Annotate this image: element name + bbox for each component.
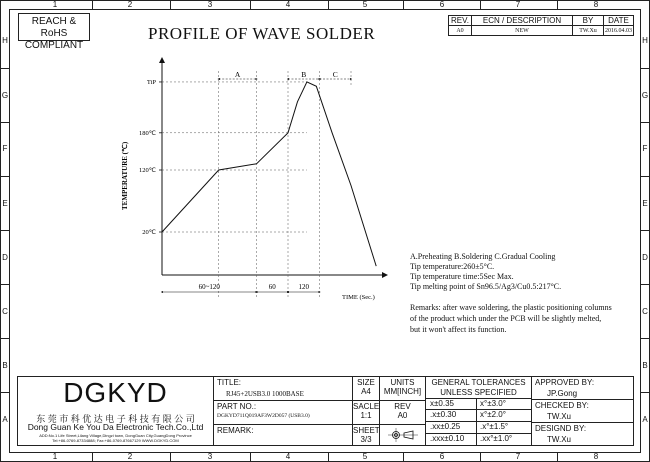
- border-tick: [250, 453, 251, 462]
- column-number: 7: [515, 452, 521, 461]
- row-letter: C: [642, 307, 648, 316]
- border-tick: [557, 0, 558, 9]
- border-tick: [641, 122, 650, 123]
- border-tick: [92, 453, 93, 462]
- column-number: 6: [439, 0, 445, 9]
- border-tick: [641, 392, 650, 393]
- ecn-header: ECN / DESCRIPTION: [471, 15, 573, 26]
- designed-label: DESIGND BY:: [535, 424, 587, 433]
- tolerance-linear: x±0.35: [430, 399, 454, 408]
- rev-cell: [379, 400, 426, 425]
- units-value: MM[INCH]: [383, 387, 422, 396]
- row-letter: A: [2, 415, 8, 424]
- border-tick: [0, 122, 9, 123]
- company-english-name: Dong Guan Ke You Da Electronic Tech.Co.,Ltd: [27, 422, 204, 432]
- row-letter: B: [2, 361, 8, 370]
- border-tick: [0, 338, 9, 339]
- y-tick-label: 120℃: [138, 167, 156, 174]
- border-tick: [557, 453, 558, 462]
- units-label: UNITS: [390, 378, 415, 387]
- border-tick: [641, 176, 650, 177]
- company-block: [17, 376, 214, 446]
- title-value: RJ45+2USB3.0 1000BASE: [226, 390, 304, 398]
- part-label: PART NO.:: [217, 402, 257, 411]
- column-number: 3: [207, 452, 213, 461]
- row-letter: F: [642, 144, 648, 153]
- size-cell: [352, 376, 380, 401]
- tolerance-divider: [426, 398, 531, 399]
- title-cell: [213, 376, 353, 401]
- y-axis-label: TEMPERATURE (℃): [121, 141, 129, 210]
- time-segment-label: 60: [268, 283, 276, 291]
- tolerance-angular: x°±3.0°: [480, 399, 506, 408]
- row-letter: G: [1, 91, 9, 100]
- column-number: 8: [593, 452, 599, 461]
- column-number: 2: [127, 0, 133, 9]
- units-cell: [379, 376, 426, 401]
- border-tick: [403, 0, 404, 9]
- by-header: BY: [572, 15, 604, 26]
- company-address: ADD:No.1 Life Street,Lilang Village,Dingzi town, DongGuan City,GuangDong Province: [39, 433, 192, 438]
- border-tick: [0, 392, 9, 393]
- tolerance-angular: x°±2.0°: [480, 410, 506, 419]
- company-contact: Tel:+86-0769-87334888; Fax:+86-0769-87667129 WWW.DGKYD.COM: [52, 438, 179, 443]
- date-value: 2016.04.03: [603, 25, 634, 36]
- border-tick: [403, 453, 404, 462]
- scale-label: SACLE: [353, 402, 380, 411]
- y-tick-label: 20℃: [142, 229, 156, 236]
- company-logo: DGKYD: [63, 377, 168, 408]
- border-tick: [480, 453, 481, 462]
- approved-cell: [531, 376, 634, 400]
- zone-label: C: [332, 70, 338, 79]
- border-tick: [0, 284, 9, 285]
- y-tick-label: 180℃: [138, 129, 156, 137]
- tolerances-block: [425, 376, 532, 446]
- column-number: 6: [439, 452, 445, 461]
- rev-number: A0: [397, 411, 408, 420]
- size-label: SIZE: [357, 378, 375, 387]
- scale-cell: [352, 400, 380, 425]
- date-header: DATE: [603, 15, 634, 26]
- sheet-value: 3/3: [360, 435, 372, 444]
- note-zones: A.Preheating B.Soldering C.Gradual Cooling: [410, 252, 556, 261]
- row-letter: G: [641, 91, 649, 100]
- row-letter: E: [2, 199, 8, 208]
- size-value: A4: [361, 387, 371, 396]
- rev-value: A0: [448, 25, 472, 36]
- rev-header: REV.: [448, 15, 472, 26]
- column-number: 7: [515, 0, 521, 9]
- row-letter: H: [2, 36, 8, 45]
- scale-value: 1:1: [360, 411, 372, 420]
- approved-value: JP.Gong: [547, 389, 578, 398]
- border-tick: [641, 68, 650, 69]
- tolerance-angular: .x°±1.5°: [480, 422, 509, 431]
- ecn-value: NEW: [471, 25, 573, 36]
- zone-label: B: [301, 70, 307, 79]
- border-tick: [250, 0, 251, 9]
- company-chinese-name: 东 莞 市 科 优 达 电 子 科 技 有 限 公 司: [36, 414, 195, 424]
- zone-label: A: [234, 70, 241, 79]
- checked-value: TW.Xu: [547, 412, 572, 421]
- border-tick: [328, 453, 329, 462]
- checked-cell: [531, 399, 634, 423]
- temperature-profile-line: [162, 82, 376, 266]
- column-number: 1: [52, 452, 58, 461]
- border-tick: [0, 176, 9, 177]
- note-melting-point: Tip melting point of Sn96.5/Ag3/Cu0.5:217°C.: [410, 282, 562, 291]
- checked-label: CHECKED BY:: [535, 401, 589, 410]
- column-number: 2: [127, 452, 133, 461]
- row-letter: A: [642, 415, 648, 424]
- row-letter: D: [642, 253, 648, 262]
- part-value: DGKYD711Q019AF3W2D057 (USB3.0): [217, 413, 310, 419]
- by-value: TW.Xu: [572, 25, 604, 36]
- column-number: 4: [285, 452, 291, 461]
- border-tick: [328, 0, 329, 9]
- drawing-title: PROFILE OF WAVE SOLDER: [148, 24, 376, 43]
- tolerances-title: GENERAL TOLERANCES: [431, 378, 526, 387]
- row-letter: C: [2, 307, 8, 316]
- designed-cell: [531, 422, 634, 446]
- tolerances-subtitle: UNLESS SPECIFIED: [440, 388, 517, 397]
- column-number: 1: [52, 0, 58, 9]
- border-tick: [0, 230, 9, 231]
- time-segment-label: 60~120: [198, 283, 220, 291]
- border-tick: [480, 0, 481, 9]
- remark-line-1: Remarks: after wave soldering, the plastic positioning columns: [410, 303, 612, 312]
- column-number: 5: [362, 0, 368, 9]
- process-notes: [410, 252, 561, 292]
- row-letter: F: [2, 144, 8, 153]
- tolerance-angular: .xx°±1.0°: [480, 434, 513, 443]
- border-tick: [170, 453, 171, 462]
- remarks-text: [410, 302, 612, 335]
- compliance-box: [18, 13, 90, 51]
- part-cell: [213, 400, 353, 425]
- note-tip-temperature: Tip temperature:260±5°C.: [410, 262, 495, 271]
- tolerance-linear: .x±0.30: [430, 410, 457, 419]
- tolerance-linear: .xx±0.25: [430, 422, 461, 431]
- remark-cell: [213, 424, 353, 446]
- row-letter: H: [642, 36, 648, 45]
- tolerance-divider: [426, 433, 531, 434]
- tolerance-divider: [426, 421, 531, 422]
- compliance-line-1: REACH & RoHS: [31, 16, 77, 39]
- column-number: 8: [593, 0, 599, 9]
- compliance-line-2: COMPLIANT: [24, 40, 84, 51]
- row-letter: E: [642, 199, 648, 208]
- border-tick: [170, 0, 171, 9]
- row-letter: B: [642, 361, 648, 370]
- tolerance-linear: .xxx±0.10: [430, 434, 465, 443]
- rev-label: REV: [394, 402, 411, 411]
- tolerance-divider: [476, 398, 477, 446]
- border-tick: [641, 284, 650, 285]
- sheet-cell: [352, 424, 380, 446]
- title-block: [17, 376, 634, 446]
- row-letter: D: [2, 253, 8, 262]
- column-number: 3: [207, 0, 213, 9]
- column-number: 5: [362, 452, 368, 461]
- tolerance-divider: [426, 409, 531, 410]
- time-segment-label: 120: [298, 283, 309, 291]
- projection-cell: [379, 424, 426, 446]
- column-number: 4: [285, 0, 291, 9]
- border-tick: [641, 230, 650, 231]
- border-tick: [92, 0, 93, 9]
- note-tip-time: Tip temperature time:5Sec Max.: [410, 272, 514, 281]
- wave-solder-chart: [110, 50, 400, 310]
- sheet-label: SHEET: [353, 426, 380, 435]
- title-label: TITLE:: [217, 378, 242, 387]
- third-angle-projection-icon: [380, 425, 425, 445]
- revision-table: [448, 15, 634, 37]
- remark-line-2: of the product which under the PCB will be slightly melted,: [410, 314, 602, 323]
- remark-label: REMARK:: [217, 426, 254, 435]
- remark-line-3: but it won't affect its function.: [410, 325, 507, 334]
- border-tick: [0, 68, 9, 69]
- designed-value: TW.Xu: [547, 435, 572, 444]
- x-axis-label: TIME (Sec.): [342, 294, 375, 301]
- approved-label: APPROVED BY:: [535, 378, 595, 387]
- y-tick-label: TiP: [146, 78, 156, 86]
- border-tick: [641, 338, 650, 339]
